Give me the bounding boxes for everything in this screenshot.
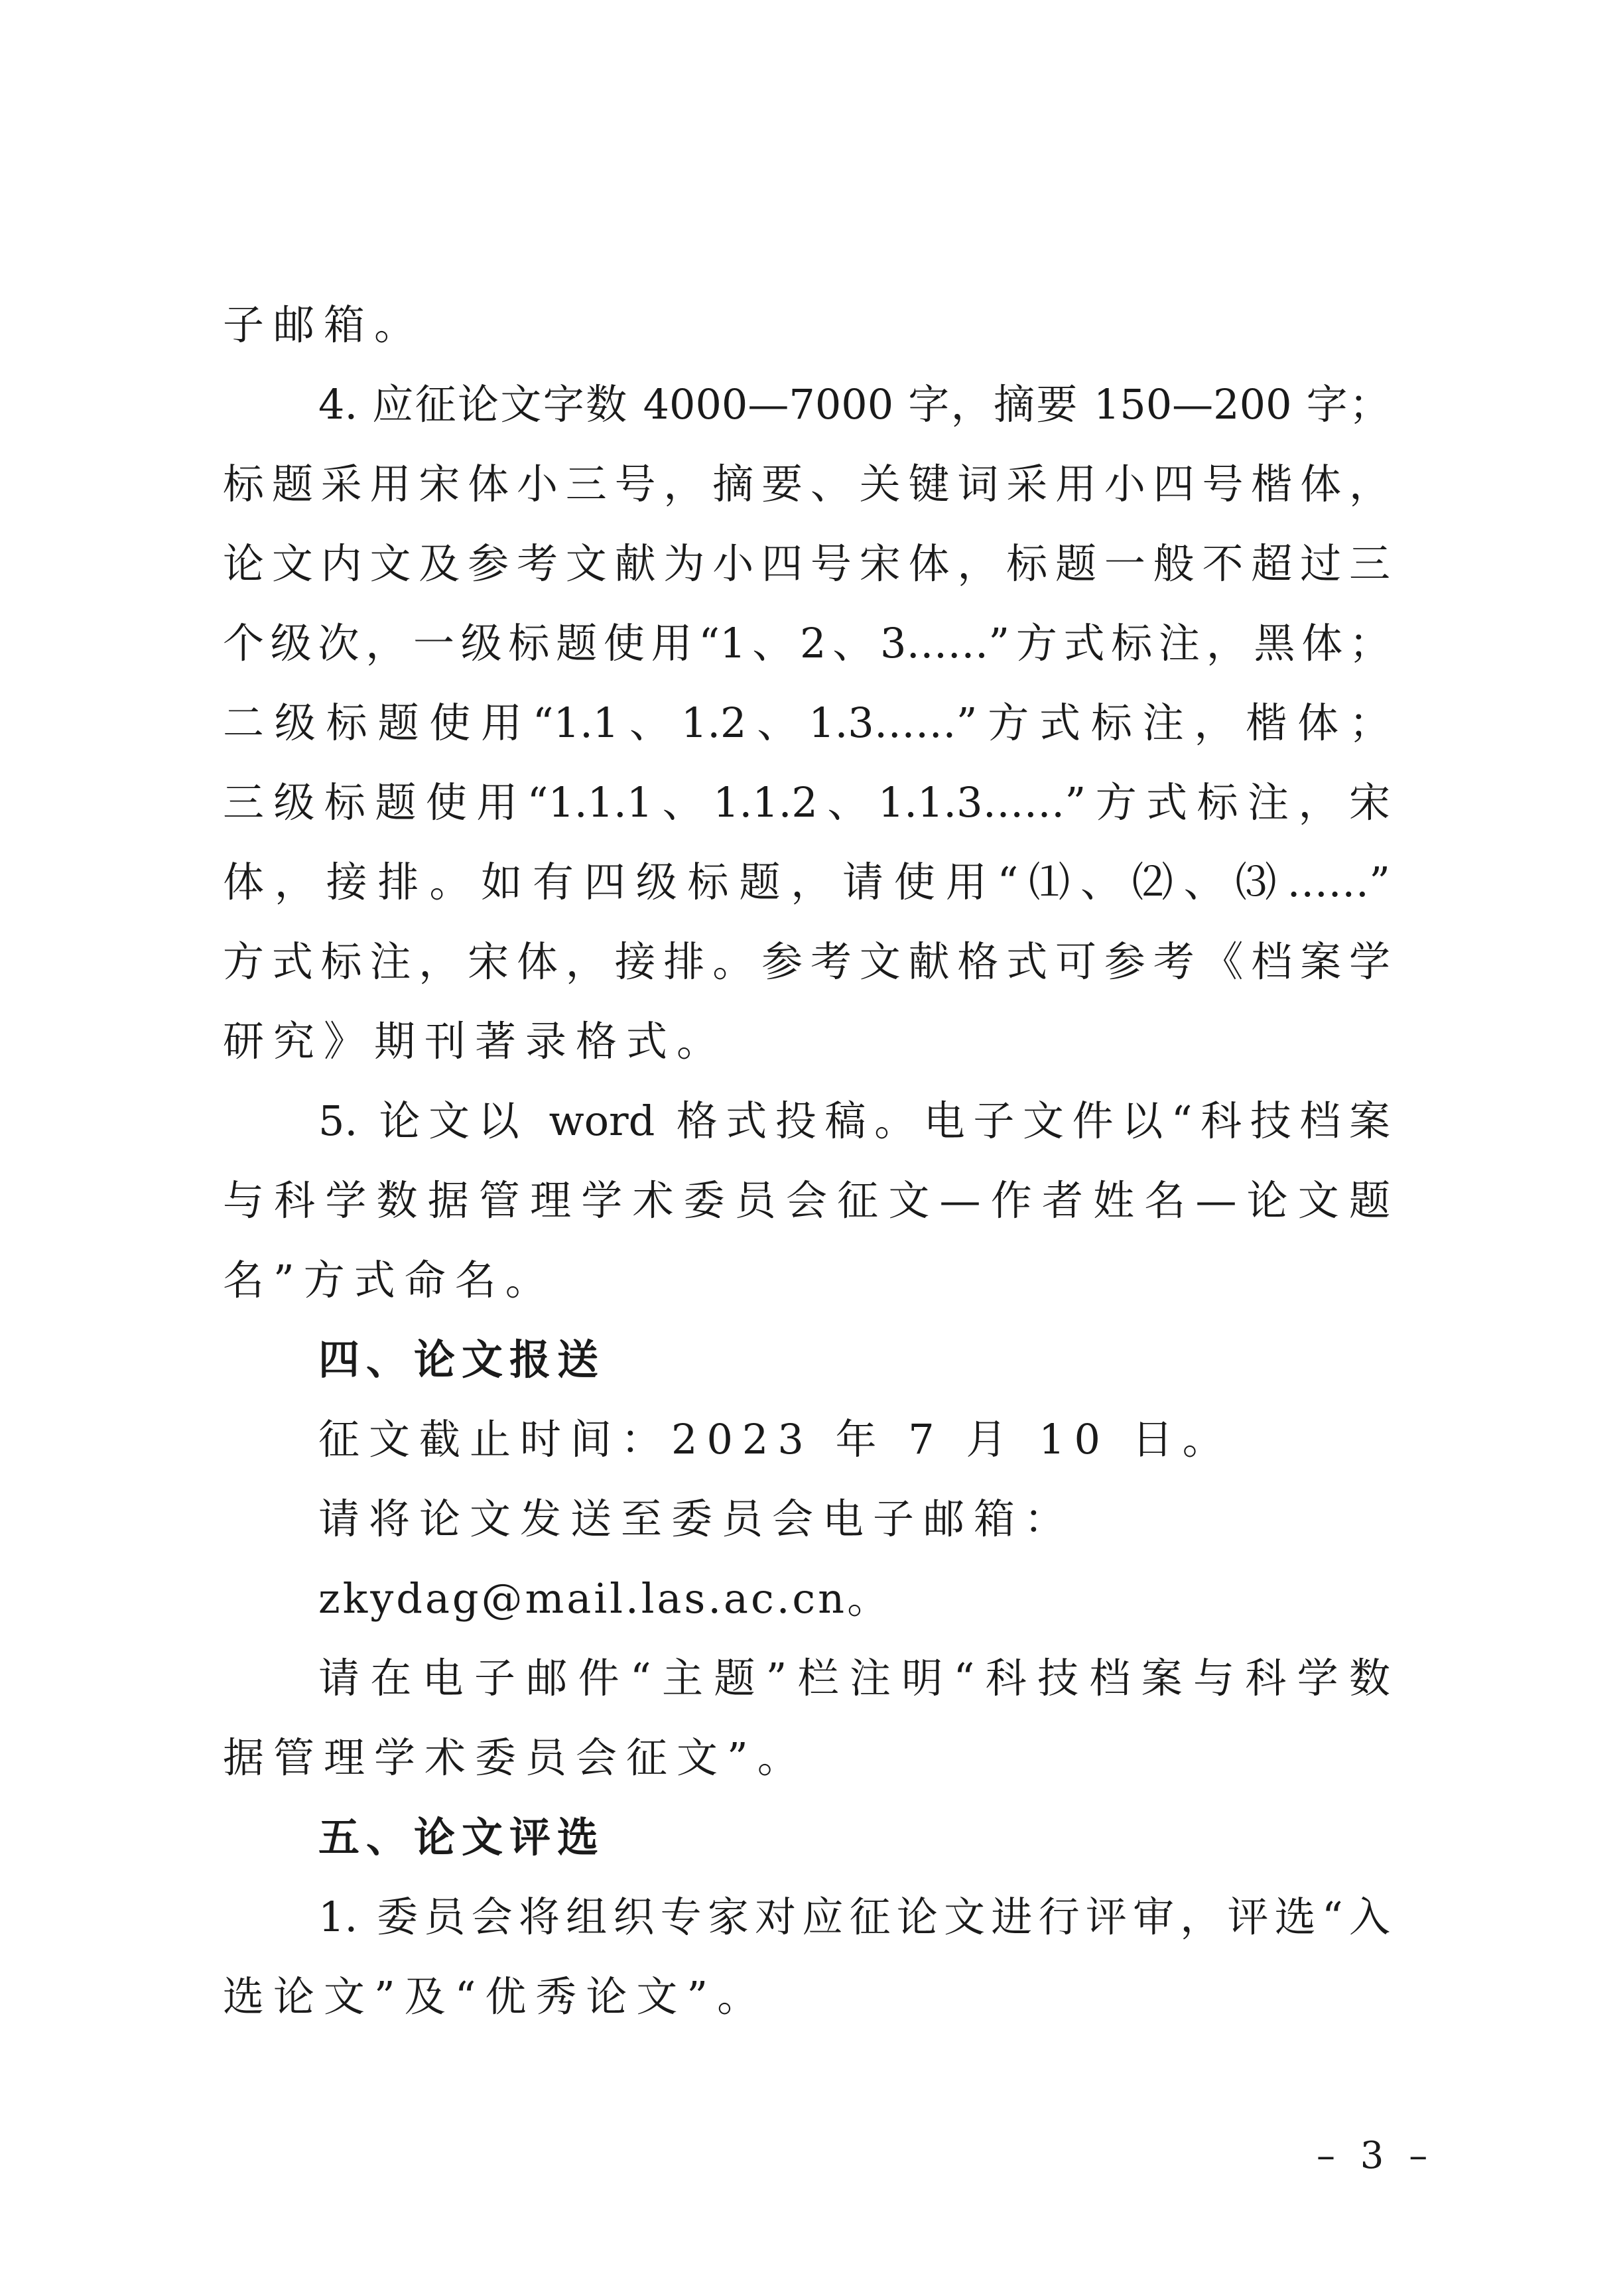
paragraph-line: 二级标题使用“1.1、1.2、1.3……”方式标注，楷体； [223,699,1390,747]
section-heading: 四、论文报送 [318,1335,606,1384]
paragraph-line: 选论文”及“优秀论文”。 [223,1972,768,2021]
paragraph-line: 4. 应征论文字数 4000—7000 字，摘要 150—200 字； [318,380,1390,429]
paragraph-line: 子邮箱。 [223,301,425,349]
paragraph-line: 与科学数据管理学术委员会征文—作者姓名—论文题 [223,1176,1390,1225]
section-heading: 五、论文评选 [318,1813,606,1861]
paragraph-line: 三级标题使用“1.1.1、1.1.2、1.1.3……”方式标注，宋 [223,778,1390,827]
email-address: zkydag@mail.las.ac.cn。 [318,1574,891,1623]
paragraph-line: 论文内文及参考文献为小四号宋体，标题一般不超过三 [223,539,1390,588]
paragraph-line: 研究》期刊著录格式。 [223,1017,728,1065]
paragraph-line: 据管理学术委员会征文”。 [223,1733,808,1782]
page-number: – 3 – [1317,2134,1435,2177]
paragraph-line: 体，接排。如有四级标题，请使用“⑴、⑵、⑶……” [223,858,1390,906]
paragraph-line: 征文截止时间：2023 年 7 月 10 日。 [318,1415,1233,1463]
paragraph-line: 标题采用宋体小三号，摘要、关键词采用小四号楷体， [223,460,1390,508]
paragraph-line: 请在电子邮件“主题”栏注明“科技档案与科学数 [318,1654,1390,1702]
paragraph-line: 名”方式命名。 [223,1256,556,1304]
paragraph-line: 5. 论文以 word 格式投稿。电子文件以“科技档案 [318,1097,1390,1145]
paragraph-line: 1. 委员会将组织专家对应征论文进行评审，评选“入 [318,1893,1390,1941]
paragraph-line: 个级次，一级标题使用“1、2、3……”方式标注，黑体； [223,619,1390,667]
paragraph-line: 方式标注，宋体，接排。参考文献格式可参考《档案学 [223,937,1390,986]
paragraph-line: 请将论文发送至委员会电子邮箱： [318,1495,1075,1543]
